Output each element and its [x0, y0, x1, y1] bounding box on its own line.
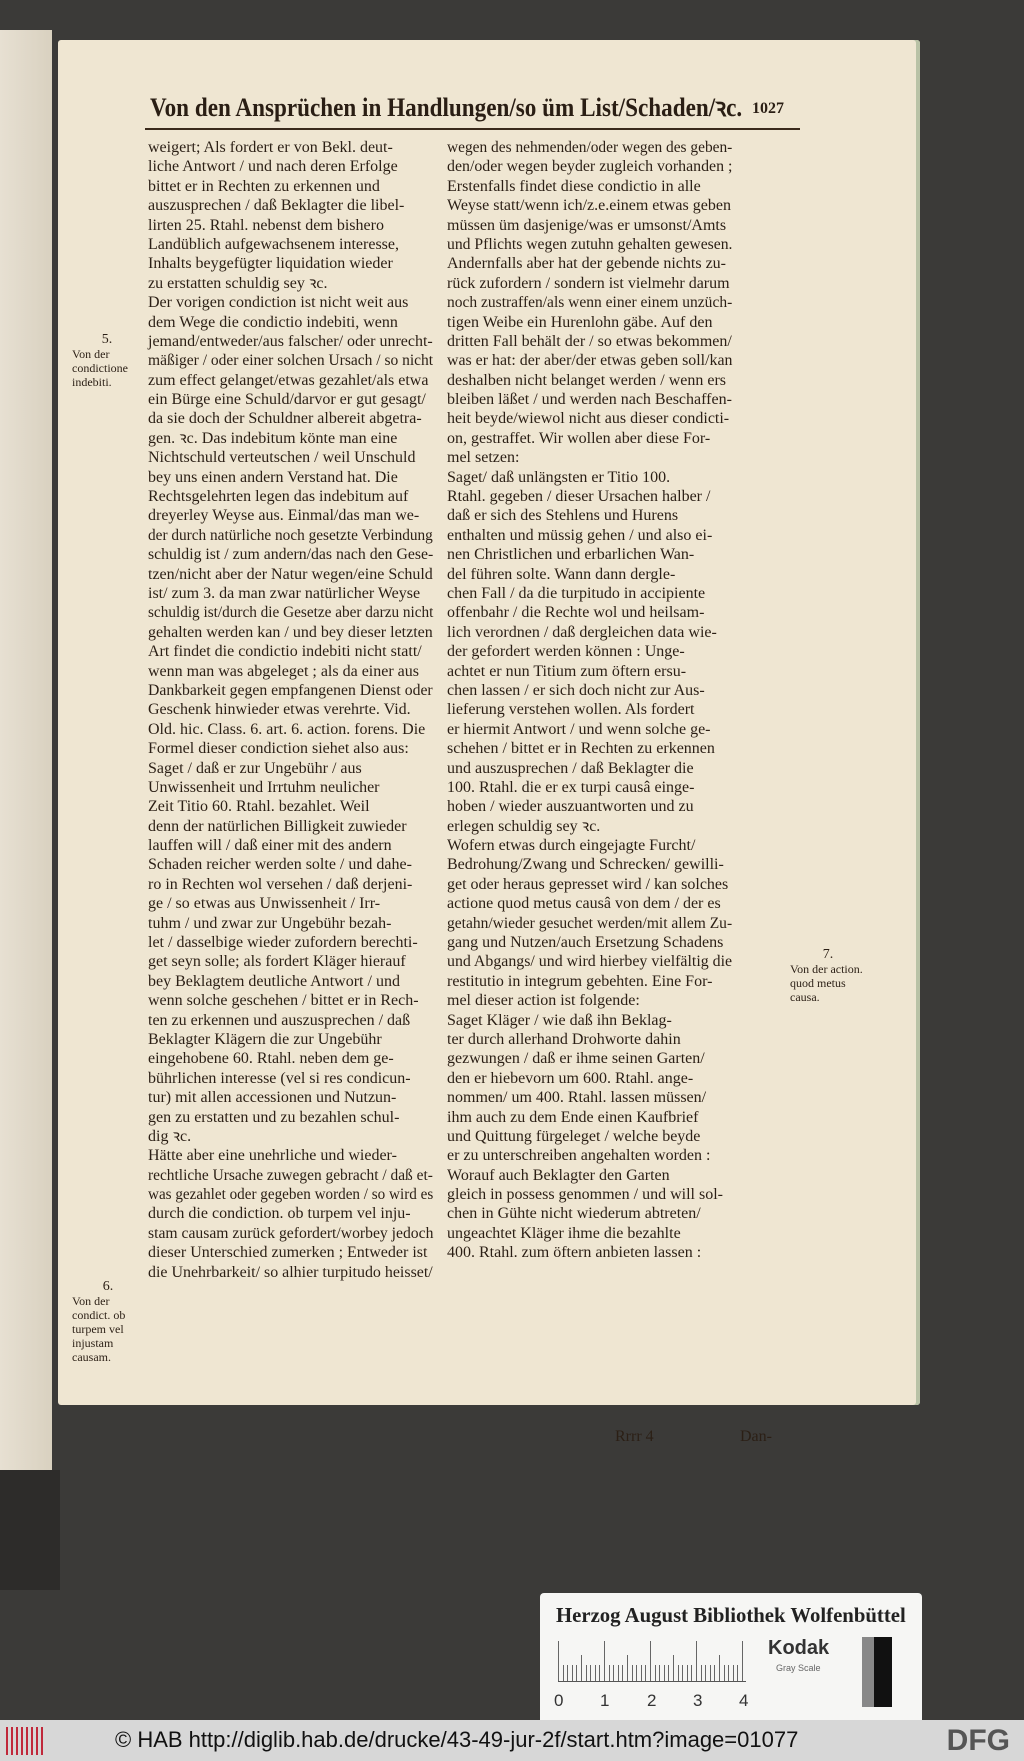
ruler-tick	[609, 1665, 610, 1681]
text-line: denn der natürlichen Billigkeit zuwieder	[148, 817, 407, 835]
right-text-column	[447, 138, 732, 1263]
text-line: Dankbarkeit gegen empfangenen Dienst oder	[148, 681, 433, 699]
text-line: Art findet die condictio indebiti nicht statt/	[148, 643, 422, 661]
text-line: zum effect gelanget/etwas gezahlet/als etwa	[148, 371, 429, 389]
ruler-tick	[636, 1665, 637, 1681]
margin-note-text: Von der action. quod metus causa.	[790, 962, 863, 1004]
kodak-brand: Kodak	[768, 1637, 830, 1659]
text-line: bleiben läßet / und werden nach Beschaffen-	[447, 391, 732, 409]
ruler-tick	[664, 1665, 665, 1681]
margin-note-5	[72, 333, 142, 389]
text-line: rück zufordern / sondern ist vielmehr darum	[447, 274, 730, 292]
text-line: ten zu erkennen und auszusprechen / daß	[148, 1011, 411, 1029]
text-line: mel dieser action ist folgende:	[447, 992, 640, 1010]
text-line: Saget/ daß unlängsten er Titio 100.	[447, 468, 671, 486]
footer-bar	[0, 1720, 1024, 1761]
text-line: liche Antwort / und nach deren Erfolge	[148, 158, 398, 176]
ruler-tick	[645, 1665, 646, 1681]
ruler-tick	[558, 1641, 559, 1681]
ruler-tick	[724, 1665, 725, 1681]
scale-ruler	[558, 1641, 746, 1682]
text-line: Hätte aber eine unehrliche und wieder-	[148, 1147, 397, 1165]
text-line: und Quittung fürgeleget / welche beyde	[447, 1127, 701, 1145]
text-line: achtet er nun Titium zum öftern ersu-	[447, 662, 687, 680]
ruler-tick	[691, 1665, 692, 1681]
ruler-label: 1	[600, 1691, 610, 1710]
text-line: die Unehrbarkeit/ so alhier turpitudo heisset/	[148, 1263, 433, 1281]
text-line: bey uns einen andern Verstand hat. Die	[148, 468, 398, 486]
text-line: der durch natürliche noch gesetzte Verbindung	[148, 526, 433, 544]
text-line: chen in Gühte nicht wiederum abtreten/	[447, 1205, 701, 1223]
ruler-tick	[604, 1641, 605, 1681]
text-line: enthalten und müssig gehen / und also ei-	[447, 526, 713, 544]
catchword: Dan-	[740, 1428, 772, 1445]
ruler-tick	[655, 1665, 656, 1681]
text-line: den/oder wegen beyder zugleich vorhanden ;	[447, 158, 733, 176]
facing-page-shadow	[0, 1470, 60, 1590]
text-line: let / dasselbige wieder zufordern berechti-	[148, 934, 418, 952]
ruler-tick	[678, 1665, 679, 1681]
text-line: Landüblich aufgewachsenem interesse,	[148, 235, 400, 253]
ruler-tick	[618, 1665, 619, 1681]
ruler-tick	[705, 1665, 706, 1681]
margin-note-number: 5.	[101, 332, 113, 347]
text-line: Beklagter Klägern die zur Ungebühr	[148, 1030, 382, 1048]
text-line: jemand/entweder/aus falscher/ oder unrecht-	[148, 332, 433, 350]
text-line: ter durch allerhand Drohworte dahin	[447, 1030, 681, 1048]
text-line: dieser Unterschied zumerken ; Entweder ist	[148, 1244, 428, 1262]
ruler-tick	[737, 1665, 738, 1681]
text-line: schuldig ist/durch die Gesetze aber darzu nicht	[148, 604, 434, 622]
text-line: bey Beklagtem deutliche Antwort / und	[148, 972, 400, 990]
ruler-label: 3	[693, 1691, 703, 1710]
text-line: bittet er in Rechten zu erkennen und	[148, 177, 380, 195]
margin-note-text: Von der condictione indebiti.	[72, 347, 128, 389]
text-line: Weyse statt/wenn ich/z.e.einem etwas geben	[447, 197, 731, 215]
library-name: Herzog August Bibliothek Wolfenbüttel	[556, 1603, 906, 1627]
text-line: dreyerley Weyse aus. Einmal/das man we-	[148, 507, 420, 525]
text-line: deshalben nicht belanget werden / wenn ers	[447, 371, 727, 389]
text-line: Inhalts beygefügter liquidation wieder	[148, 255, 393, 273]
text-line: gang und Nutzen/auch Ersetzung Schadens	[447, 934, 724, 952]
ruler-tick	[622, 1665, 623, 1681]
text-line: rechtliche Ursache zuwegen gebracht / daß et-	[148, 1166, 433, 1184]
ruler-tick	[682, 1665, 683, 1681]
text-line: er hiermit Antwort / und wenn solche ge-	[447, 720, 711, 738]
text-line: gen zu erstatten und zu bezahlen schul-	[148, 1108, 400, 1126]
copyright-link[interactable]: © HAB http://diglib.hab.de/drucke/43-49-jur-2f/start.htm?image=01077	[115, 1727, 799, 1752]
text-line: chen Fall / da die turpitudo in accipiente	[447, 584, 706, 602]
ruler-tick	[627, 1655, 628, 1681]
text-line: nommen/ um 400. Rtahl. lassen müssen/	[447, 1089, 707, 1107]
text-line: get seyn solle; als fordert Kläger hierauf	[148, 953, 406, 971]
text-line: tigen Weibe ein Hurenlohn gäbe. Auf den	[447, 313, 713, 331]
ruler-tick	[728, 1665, 729, 1681]
ruler-tick	[586, 1665, 587, 1681]
text-line: nen Christlichen und erbarlichen Wan-	[447, 546, 695, 564]
ruler-tick	[710, 1665, 711, 1681]
text-line: weigert; Als fordert er von Bekl. deut-	[148, 139, 393, 156]
text-line: lich verordnen / daß dergleichen data wie-	[447, 623, 717, 641]
text-line: 400. Rtahl. zum öftern anbieten lassen :	[447, 1244, 702, 1262]
text-line: Worauf auch Beklagter den Garten	[447, 1166, 670, 1184]
text-line: noch zustraffen/als wenn einer einem unzüch-	[447, 294, 733, 312]
text-line: actione quod metus causâ von dem / der es	[447, 895, 721, 913]
text-line: müssen üm dasjenige/was er umsonst/Amts	[447, 216, 727, 234]
text-line: schehen / bittet er in Rechten zu erkennen	[447, 740, 715, 758]
text-line: und Abgangs/ und wird hierbey vielfältig die	[447, 953, 733, 971]
ruler-tick	[572, 1665, 573, 1681]
ruler-label: 0	[554, 1691, 564, 1710]
ruler-tick	[563, 1665, 564, 1681]
text-line: Erstenfalls findet diese condictio in alle	[447, 177, 701, 195]
text-line: wegen des nehmenden/oder wegen des geben-	[447, 139, 733, 156]
ruler-label: 2	[647, 1691, 657, 1710]
text-line: Nichtschuld verteutschen / weil Unschuld	[148, 449, 416, 467]
text-line: zu erstatten schuldig sey ꝛc.	[148, 274, 328, 292]
margin-note-text: Von der condict. ob turpem vel injustam causam.	[72, 1294, 126, 1364]
text-line: get oder heraus gepresset wird / kan solches	[447, 875, 729, 893]
text-line: erlegen schuldig sey ꝛc.	[447, 817, 601, 835]
text-line: den er hiebevorn um 600. Rtahl. ange-	[447, 1069, 694, 1087]
text-line: del führen solte. Wann dann dergle-	[447, 565, 676, 583]
text-line: getahn/wieder gesuchet werden/mit allem Zu-	[447, 914, 733, 932]
text-line: dritten Fall behält der / so etwas bekommen/	[447, 332, 732, 350]
ruler-tick	[567, 1665, 568, 1681]
text-line: was er hat: der aber/der etwas geben soll/kan	[447, 352, 733, 370]
ruler-tick	[613, 1665, 614, 1681]
ruler-tick	[590, 1665, 591, 1681]
ruler-tick	[701, 1665, 702, 1681]
text-line: tzen/nicht aber der Natur wegen/eine Schuld	[148, 565, 433, 583]
text-line: ungeachtet Kläger ihme die bezahlte	[447, 1224, 681, 1242]
text-line: der gefordert werden können : Unge-	[447, 643, 685, 661]
text-line: gehalten werden kan / und bey dieser letzten	[148, 623, 433, 641]
text-line: Schaden reicher werden solte / und dahe-	[148, 856, 412, 874]
ruler-tick	[581, 1655, 582, 1681]
signature-mark: Rrrr 4	[615, 1428, 654, 1445]
text-line: Unwissenheit und Irrtuhm neulicher	[148, 778, 380, 796]
ruler-tick	[641, 1665, 642, 1681]
text-line: Andernfalls aber hat der gebende nichts zu-	[447, 255, 726, 273]
text-line: Bedrohung/Zwang und Schrecken/ gewilli-	[447, 856, 724, 874]
running-head-text: Von den Ansprüchen in Handlungen/so üm List/Schaden/ꝛc.	[150, 93, 743, 122]
ruler-tick	[595, 1665, 596, 1681]
text-line: ihm auch zu dem Ende einen Kaufbrief	[447, 1108, 699, 1126]
text-line: dem Wege die condictio indebiti, wenn	[148, 313, 398, 331]
text-line: ge / so etwas aus Unwissenheit / Irr-	[148, 895, 381, 913]
text-line: stam causam zurück gefordert/worbey jedoch	[148, 1224, 434, 1242]
hab-logo-icon	[6, 1727, 46, 1755]
ruler-tick	[687, 1665, 688, 1681]
text-line: heit beyde/wiewol nicht aus dieser condicti-	[447, 410, 730, 428]
text-line: auszusprechen / daß Beklagter die libel-	[148, 197, 405, 215]
page-number: 1027	[752, 100, 784, 117]
ruler-tick	[650, 1641, 651, 1681]
text-line: dig ꝛc.	[148, 1127, 192, 1145]
text-line: gezwungen / daß er ihme seinen Garten/	[447, 1050, 705, 1068]
text-line: und auszusprechen / daß Beklagter die	[447, 759, 694, 777]
text-line: mel setzen:	[447, 449, 520, 467]
ruler-tick	[719, 1655, 720, 1681]
text-line: bührlichen interesse (vel si res condicun-	[148, 1069, 411, 1087]
color-target-label	[540, 1593, 922, 1731]
text-line: gleich in possess genommen / und will sol-	[447, 1186, 723, 1204]
text-line: gen. ꝛc. Das indebitum könte man eine	[148, 429, 398, 447]
text-line: hoben / wieder auszuantworten und zu	[447, 798, 694, 816]
dfg-logo: DFG	[946, 1724, 1010, 1757]
text-line: ist/ zum 3. da man zwar natürlicher Weyse	[148, 584, 421, 602]
ruler-tick	[714, 1665, 715, 1681]
text-line: wenn solche geschehen / bittet er in Rech-	[148, 992, 419, 1010]
text-line: wenn man was abgeleget ; als da einer aus	[148, 662, 420, 680]
text-line: Rechtsgelehrten legen das indebitum auf	[148, 488, 409, 506]
text-line: mäßiger / oder einer solchen Ursach / so nicht	[148, 352, 434, 370]
text-line: Zeit Titio 60. Rtahl. bezahlet. Weil	[148, 798, 370, 816]
text-line: eingehobene 60. Rtahl. neben dem ge-	[148, 1050, 394, 1068]
text-line: offenbahr / die Rechte wol und heilsam-	[447, 604, 705, 622]
margin-note-number: 7.	[822, 947, 834, 962]
text-line: Old. hic. Class. 6. art. 6. action. forens. Die	[148, 720, 426, 738]
text-line: on, gestraffet. Wir wollen aber diese For-	[447, 429, 711, 447]
text-line: Der vorigen condiction ist nicht weit aus	[148, 294, 409, 312]
text-line: er zu unterschreiben angehalten worden :	[447, 1147, 711, 1165]
left-text-column	[148, 138, 433, 1282]
facing-page-edge	[0, 30, 52, 1470]
text-line: Wofern etwas durch eingejagte Furcht/	[447, 837, 696, 855]
text-line: daß er sich des Stehlens und Hurens	[447, 507, 679, 525]
header-rule	[145, 128, 800, 130]
text-line: lirten 25. Rtahl. nebenst dem bishero	[148, 216, 384, 234]
ruler-label: 4	[739, 1691, 749, 1710]
text-line: was gezahlet oder gegeben worden / so wird es	[148, 1186, 434, 1204]
text-line: lauffen will / daß einer mit des andern	[148, 837, 392, 855]
ruler-tick	[576, 1665, 577, 1681]
text-line: ein Bürge eine Schuld/darvor er gut gesagt/	[148, 391, 426, 409]
text-line: schuldig ist / zum andern/das nach den Gese-	[148, 546, 434, 564]
ruler-tick	[742, 1641, 743, 1681]
text-line: restitutio in integrum gebehten. Eine For-	[447, 972, 713, 990]
text-line: tuhm / und zwar zur Ungebühr bezah-	[148, 914, 392, 932]
margin-note-6	[72, 1280, 144, 1364]
gray-scale-caption: Gray Scale	[776, 1663, 821, 1673]
ruler-tick	[696, 1641, 697, 1681]
text-line: Saget / daß er zur Ungebühr / aus	[148, 759, 362, 777]
text-line: Formel dieser condiction siehet also aus:	[148, 740, 409, 758]
text-line: Geschenk hinwieder etwas verehrte. Vid.	[148, 701, 411, 719]
ruler-tick	[599, 1665, 600, 1681]
text-line: ro in Rechten wol versehen / daß derjeni-	[148, 875, 413, 893]
text-line: und Pflichts wegen zutuhn gehalten gewesen.	[447, 235, 733, 253]
text-line: Saget Kläger / wie daß ihn Beklag-	[447, 1011, 672, 1029]
ruler-tick	[673, 1655, 674, 1681]
text-line: Rtahl. gegeben / dieser Ursachen halber /	[447, 488, 711, 506]
text-line: da sie doch der Schuldner albereit abgetra-	[148, 410, 422, 428]
text-line: lieferung verstehen wollen. Als fordert	[447, 701, 695, 719]
ruler-tick	[659, 1665, 660, 1681]
ruler-tick	[632, 1665, 633, 1681]
ruler-tick	[668, 1665, 669, 1681]
text-line: 100. Rtahl. die er ex turpi causâ einge-	[447, 778, 695, 796]
gray-scale-swatch	[862, 1637, 892, 1707]
text-line: chen lassen / er sich doch nicht zur Aus-	[447, 681, 705, 699]
margin-note-7	[790, 948, 866, 1004]
text-line: tur) mit allen accessionen und Nutzun-	[148, 1089, 397, 1107]
text-line: durch die condiction. ob turpem vel inju-	[148, 1205, 411, 1223]
ruler-tick	[733, 1665, 734, 1681]
margin-note-number: 6.	[102, 1279, 114, 1294]
